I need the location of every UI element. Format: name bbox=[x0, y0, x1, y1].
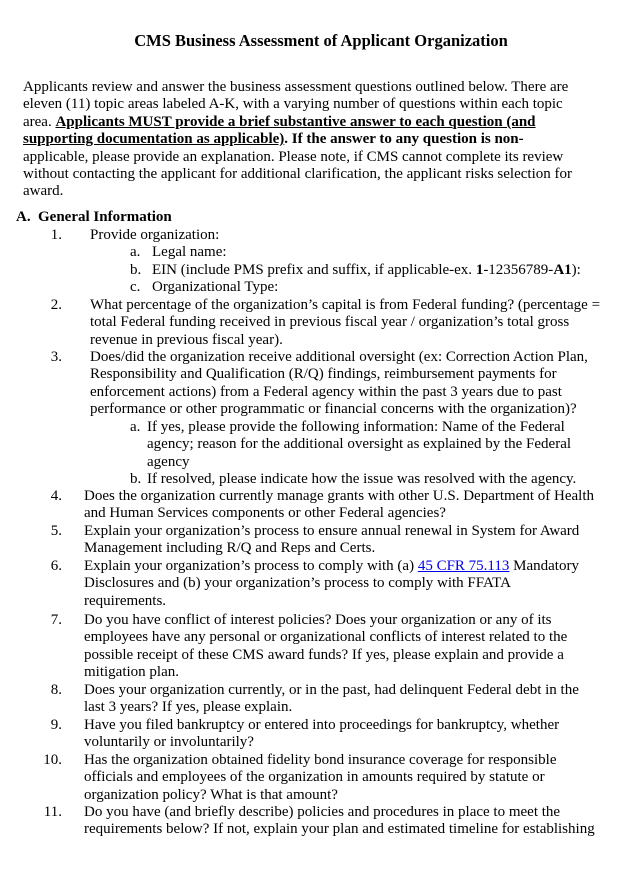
intro-text: . If the answer to any question is non- bbox=[284, 131, 524, 148]
question-line: total Federal funding received in previous fiscal year / organization’s total gross bbox=[90, 314, 570, 331]
question-line bbox=[84, 558, 579, 575]
intro-line: applicable, please provide an explanation. Please note, if CMS cannot complete its review bbox=[23, 148, 564, 165]
question-line: mitigation plan. bbox=[84, 664, 179, 681]
question-number: 5. bbox=[50, 523, 62, 539]
question-line: What percentage of the organization’s capital is from Federal funding? (percentage = bbox=[90, 297, 601, 313]
question-line: employees have any personal or organizational conflicts of interest related to the bbox=[84, 629, 568, 646]
question-number: 9. bbox=[50, 717, 62, 733]
question-text bbox=[84, 752, 557, 804]
question-text bbox=[84, 488, 594, 523]
question-text bbox=[84, 612, 567, 682]
section-letter: A. bbox=[16, 209, 31, 225]
intro-paragraph bbox=[23, 79, 613, 201]
question-text-part: Explain your organization’s process to comply with (a) bbox=[84, 558, 418, 574]
ein-text: ): bbox=[571, 262, 581, 278]
question-text bbox=[90, 297, 600, 349]
question-line: Does/did the organization receive additional oversight (ex: Correction Action Plan, bbox=[90, 349, 588, 365]
question-line: revenue in previous fiscal year). bbox=[90, 331, 283, 348]
question-line: Responsibility and Qualification (R/Q) findings, reimbursement payments for bbox=[90, 366, 557, 383]
subitem-letter: a. bbox=[130, 244, 141, 260]
subitem-line: agency bbox=[147, 453, 190, 470]
question-text bbox=[84, 523, 579, 558]
ein-number: -12356789- bbox=[483, 262, 554, 278]
question-number: 10. bbox=[43, 752, 62, 768]
question-text: Provide organization: bbox=[90, 227, 220, 243]
question-number: 11. bbox=[43, 804, 62, 820]
question-line: Management including R/Q and Reps and Certs. bbox=[84, 540, 376, 557]
question-line: requirements. bbox=[84, 592, 167, 609]
question-line: Do you have conflict of interest policies? Does your organization or any of its bbox=[84, 612, 552, 628]
ein-prefix: 1 bbox=[475, 262, 484, 278]
question-number: 8. bbox=[50, 682, 62, 698]
intro-line: without contacting the applicant for additional clarification, the applicant risks selection for bbox=[23, 166, 572, 183]
question-line: performance or other programmatic or financial concerns with the organization)? bbox=[90, 401, 577, 418]
intro-line bbox=[23, 114, 613, 131]
question-line: requirements below? If not, explain your plan and estimated timeline for establishing bbox=[84, 821, 595, 838]
subitem-line: agency; reason for the additional oversight as explained by the Federal bbox=[147, 436, 572, 453]
intro-line: award. bbox=[23, 183, 64, 200]
question-line: and Human Services components or other Federal agencies? bbox=[84, 505, 446, 522]
question-text bbox=[84, 717, 559, 752]
question-line: officials and employees of the organization in amounts required by statute or bbox=[84, 769, 545, 786]
question-text bbox=[90, 349, 588, 419]
intro-line: eleven (11) topic areas labeled A-K, with a varying number of questions within each topic bbox=[23, 96, 563, 113]
question-number: 6. bbox=[50, 558, 62, 574]
subitem-letter: b. bbox=[130, 262, 142, 278]
intro-emphasis: Applicants MUST provide a brief substantive answer to each question (and bbox=[55, 113, 536, 130]
intro-line bbox=[23, 131, 613, 148]
subitem-letter: c. bbox=[130, 279, 141, 295]
question-line: possible receipt of these CMS award funds? If yes, please explain and provide a bbox=[84, 646, 564, 663]
question-line: enforcement actions) from a Federal agency within the past 3 years due to past bbox=[90, 383, 562, 400]
intro-emphasis: supporting documentation as applicable) bbox=[23, 131, 285, 148]
question-number: 2. bbox=[50, 297, 62, 313]
subitem-letter: a. bbox=[130, 419, 141, 435]
subitem-line: If resolved, please indicate how the issue was resolved with the agency. bbox=[147, 471, 577, 487]
question-line: organization policy? What is that amount? bbox=[84, 786, 338, 803]
question-number: 4. bbox=[50, 488, 62, 504]
question-line: Does the organization currently manage grants with other U.S. Department of Health bbox=[84, 488, 594, 504]
question-line: voluntarily or involuntarily? bbox=[84, 734, 254, 751]
question-line: Explain your organization’s process to ensure annual renewal in System for Award bbox=[84, 523, 580, 539]
question-text bbox=[84, 558, 579, 610]
subitem-line: If yes, please provide the following information: Name of the Federal bbox=[147, 419, 565, 435]
page-title: CMS Business Assessment of Applicant Organization bbox=[134, 31, 508, 50]
intro-text: area. bbox=[23, 113, 56, 130]
subitem-text: Legal name: bbox=[152, 244, 227, 260]
question-line: Have you filed bankruptcy or entered into proceedings for bankruptcy, whether bbox=[84, 717, 560, 733]
question-number: 3. bbox=[50, 349, 62, 365]
question-text bbox=[84, 804, 595, 839]
subitem-text bbox=[152, 262, 581, 279]
subitem-text bbox=[147, 471, 576, 488]
subitem-letter: b. bbox=[130, 471, 142, 487]
question-line: Do you have (and briefly describe) policies and procedures in place to meet the bbox=[84, 804, 561, 820]
question-text-part: Mandatory bbox=[509, 558, 579, 574]
subitem-text: Organizational Type: bbox=[152, 279, 279, 295]
question-line: last 3 years? If yes, please explain. bbox=[84, 699, 293, 716]
section-heading-a bbox=[16, 209, 172, 226]
ein-suffix: A1 bbox=[553, 262, 572, 278]
section-title: General Information bbox=[38, 209, 172, 225]
question-number: 1. bbox=[50, 227, 62, 243]
question-line: Disclosures and (b) your organization’s process to comply with FFATA bbox=[84, 575, 511, 592]
cfr-link[interactable]: 45 CFR 75.113 bbox=[417, 558, 510, 574]
question-text bbox=[84, 682, 579, 717]
question-line: Does your organization currently, or in the past, had delinquent Federal debt in the bbox=[84, 682, 579, 698]
question-line: Has the organization obtained fidelity bond insurance coverage for responsible bbox=[84, 752, 557, 768]
intro-line: Applicants review and answer the business assessment questions outlined below. There are bbox=[23, 79, 569, 95]
ein-text: EIN (include PMS prefix and suffix, if applicable-ex. bbox=[152, 262, 476, 278]
subitem-text bbox=[147, 419, 571, 471]
question-number: 7. bbox=[50, 612, 62, 628]
